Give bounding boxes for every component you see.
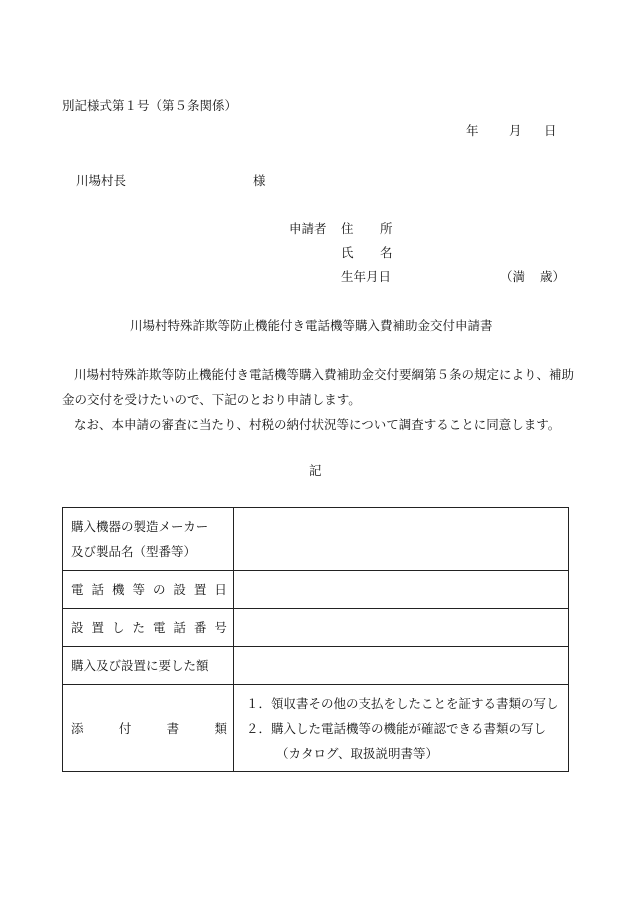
label-char: 電 (152, 620, 166, 635)
label-char: 設 (71, 620, 84, 635)
manufacturer-field[interactable] (234, 508, 569, 571)
label-char: 電 (71, 582, 84, 597)
install-date-label (63, 571, 234, 609)
label-char: 番 (193, 620, 207, 635)
date-line (466, 125, 479, 138)
manufacturer-label (63, 508, 234, 571)
age-close-label: 歳） (540, 269, 566, 284)
phone-number-label-text (71, 615, 227, 640)
label-char: し (111, 620, 125, 635)
ki-heading: 記 (309, 463, 322, 478)
address-label-2: 所 (380, 221, 393, 236)
attachment-item-1: １．領収書その他の支払をしたことを証する書類の写し (246, 695, 559, 711)
attachment-item-2: ２．購入した電話機等の機能が確認できる書類の写し (246, 720, 547, 736)
label-char: 添 (71, 720, 84, 736)
table-row (63, 508, 569, 571)
label-char: 付 (118, 720, 132, 736)
cost-label: 購入及び設置に要した額 (63, 647, 234, 685)
label-char: 類 (214, 720, 227, 736)
label-char: 日 (214, 582, 227, 597)
label-char: の (152, 582, 166, 597)
birthdate-label: 生年月日 (341, 269, 392, 284)
label-char: 号 (214, 620, 227, 635)
recipient-name: 川場村長 (76, 173, 127, 188)
date-year-label: 年 (466, 123, 479, 138)
address-label-1: 住 (341, 221, 354, 236)
label-char: 設 (173, 582, 186, 597)
name-label-2: 名 (380, 245, 393, 260)
table-row (63, 571, 569, 609)
label-char: 機 (111, 582, 125, 597)
install-date-field[interactable] (234, 571, 569, 609)
body-paragraph-1: 川場村特殊詐欺等防止機能付き電話機等購入費補助金交付要綱第５条の規定により、補助金の交付を受けたいので、下記のとおり申請します。 (62, 367, 575, 407)
applicant-prefix: 申請者 (289, 221, 327, 236)
body-paragraph-2: なお、本申請の審査に当たり、村税の納付状況等について調査することに同意します。 (74, 417, 561, 432)
install-date-label-text (71, 577, 227, 602)
label-char: た (132, 620, 145, 635)
table-row (63, 609, 569, 647)
label-char: 書 (166, 720, 180, 736)
manufacturer-label-line2: 及び製品名（型番等） (71, 544, 197, 559)
label-char: 置 (193, 582, 207, 597)
table-row (63, 647, 569, 685)
recipient-honorific: 様 (253, 173, 266, 188)
document-title: 川場村特殊詐欺等防止機能付き電話機等購入費補助金交付申請書 (130, 318, 493, 333)
attachment-note: （カタログ、取扱説明書等） (276, 745, 439, 761)
age-open-label: （満 (500, 269, 526, 284)
label-char: 話 (91, 582, 104, 597)
label-char: 話 (173, 620, 186, 635)
table-row (63, 685, 569, 772)
name-label-1: 氏 (341, 245, 354, 260)
phone-number-field[interactable] (234, 609, 569, 647)
attachments-label (63, 685, 234, 772)
application-table (62, 507, 569, 772)
cost-field[interactable] (234, 647, 569, 685)
date-month-label: 月 (509, 123, 522, 138)
attachments-list (234, 685, 569, 772)
phone-number-label (63, 609, 234, 647)
manufacturer-label-line1: 購入機器の製造メーカー (71, 519, 209, 534)
attachments-label-text (71, 716, 227, 741)
label-char: 置 (91, 620, 104, 635)
label-char: 等 (132, 582, 145, 597)
date-day-label: 日 (544, 123, 557, 138)
form-number: 別記様式第１号（第５条関係） (62, 98, 238, 113)
